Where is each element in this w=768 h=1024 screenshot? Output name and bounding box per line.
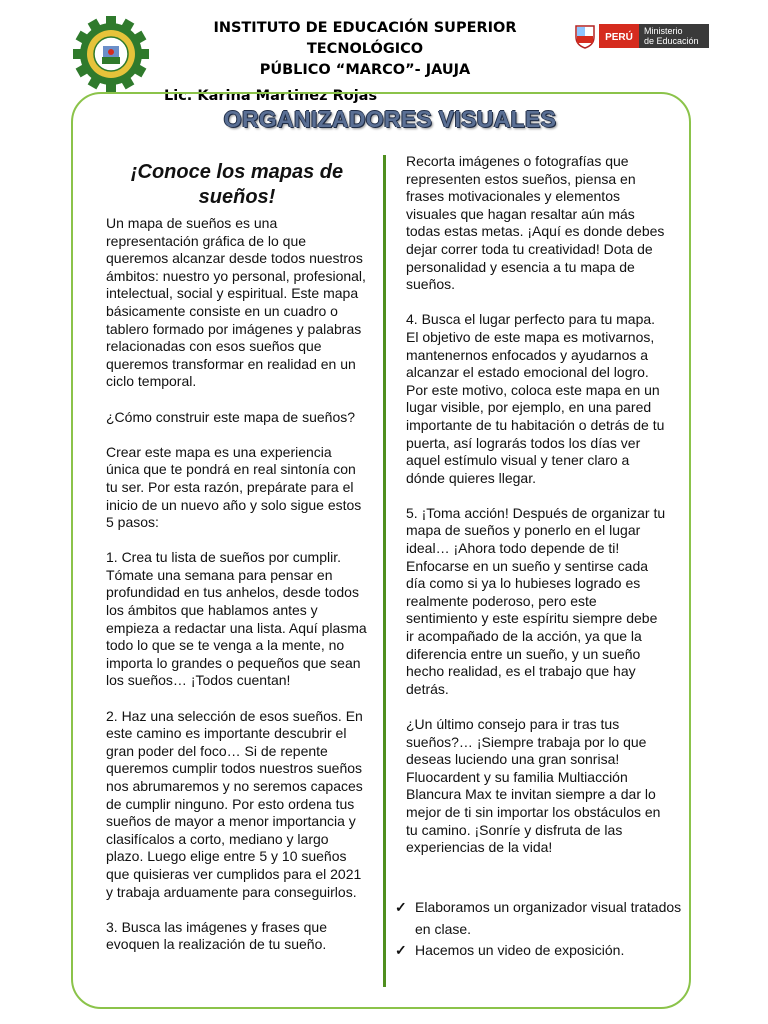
checklist <box>395 897 695 962</box>
right-column <box>406 153 668 874</box>
column-divider <box>383 155 386 987</box>
paragraph: 5. ¡Toma acción! Después de organizar tu mapa de sueños y ponerlo en el lugar ideal… ¡Ahora todo depende de ti! Enfocarse en un sueño y sentirse cada día como si ya lo hubieses logrado es realmente poderoso, pero este sentimiento y este espíritu siempre debe ir acompañado de la acción, ya que la diferencia entre un sueño, y un sueño hecho realidad, es el trabajo que hay detrás. <box>406 504 666 697</box>
ministry-line1: Ministerio <box>644 26 683 36</box>
institute-name-line1: INSTITUTO DE EDUCACIÓN SUPERIOR TECNOLÓGICO <box>213 20 517 57</box>
paragraph: Crear este mapa es una experiencia única que te pondrá en real sintonía con tu ser. Por esta razón, prepárate para el inicio de un nuevo año y solo sigue estos 5 pasos: <box>106 443 362 531</box>
paragraph: Recorta imágenes o fotografías que representen estos sueños, piensa en frases motivacionales y elementos visuales que hagan resaltar aún más todas estas metas. ¡Aquí es donde debes dejar correr toda tu creatividad! Dota de personalidad y esencia a tu mapa de sueños. <box>406 153 665 293</box>
author-name: Lic. Karina Martinez Rojas <box>164 88 378 104</box>
paragraph: 3. Busca las imágenes y frases que evoquen la realización de tu sueño. <box>106 918 328 953</box>
section-subtitle: ¡Conoce los mapas de sueños! <box>130 161 344 208</box>
paragraph: 2. Haz una selección de esos sueños. En este camino es importante descubrir el gran poder del foco… Si de repente queremos cumplir todos nuestros sueños nos abrumaremos y no seremos capaces de cumplir ninguno. Por esto ordena tus sueños de mayor a menor importancia y clasifícalos a corto, mediano y largo plazo. Luego elige entre 5 y 10 sueños que quisieras ver cumplidos para el 2021 y trabaja arduamente para conseguirlos. <box>106 707 363 900</box>
institute-logo <box>66 16 156 92</box>
checklist-item <box>395 897 695 940</box>
left-column <box>106 160 368 972</box>
institute-name-line2: PÚBLICO “MARCO”- JAUJA <box>259 62 471 78</box>
checkmark-icon: ✓ <box>395 942 407 958</box>
paragraph: 4. Busca el lugar perfecto para tu mapa. El objetivo de este mapa es motivarnos, mantenernos enfocados y ayudarnos a alcanzar el estado emocional del logro. Por este motivo, coloca este mapa en un lugar visible, por ejemplo, en una pared importante de tu habitación o detrás de tu puerta, así lograrás todos los días ver aquel estímulo visual y tener claro a dónde quieres llegar. <box>406 311 665 486</box>
checklist-item-text: Hacemos un video de exposición. <box>415 942 625 958</box>
ministry-line2: de Educación <box>644 36 699 46</box>
checklist-item-text: Elaboramos un organizador visual tratados en clase. <box>415 899 682 937</box>
paragraph: ¿Un último consejo para ir tras tus sueños?… ¡Siempre trabaja por lo que deseas luciendo una gran sonrisa! Fluocardent y su familia Multiacción Blancura Max te invitan siempre a dar lo mejor de ti sin importar los obstáculos en tu camino. ¡Sonríe y disfruta de las experiencias de la vida! <box>406 716 661 856</box>
checklist-item <box>395 940 695 962</box>
ministry-country: PERÚ <box>605 32 633 43</box>
paragraph: ¿Cómo construir este mapa de sueños? <box>106 408 356 425</box>
paragraph: Un mapa de sueños es una representación gráfica de lo que queremos alcanzar desde todos nuestros ámbitos: nuestro yo personal, profesional, intelectual, social y espiritual. Este mapa básicamente consiste en un cuadro o tablero formado por imágenes y palabras relacionadas con esos sueños que queremos transformar en realidad en un ciclo temporal. <box>106 215 366 390</box>
ministry-logo <box>573 22 711 50</box>
peru-escudo-icon <box>576 26 594 48</box>
checkmark-icon: ✓ <box>395 899 407 915</box>
page-title: ORGANIZADORES VISUALES <box>223 106 557 132</box>
paragraph: 1. Crea tu lista de sueños por cumplir. Tómate una semana para pensar en profundidad en tus anhelos, desde todos los ámbitos que hablamos antes y empieza a redactar una lista. Aquí plasma todo lo que se te venga a la mente, no importa lo grandes o pequeños que sean los sueños… ¡Todos cuentan! <box>106 549 367 689</box>
